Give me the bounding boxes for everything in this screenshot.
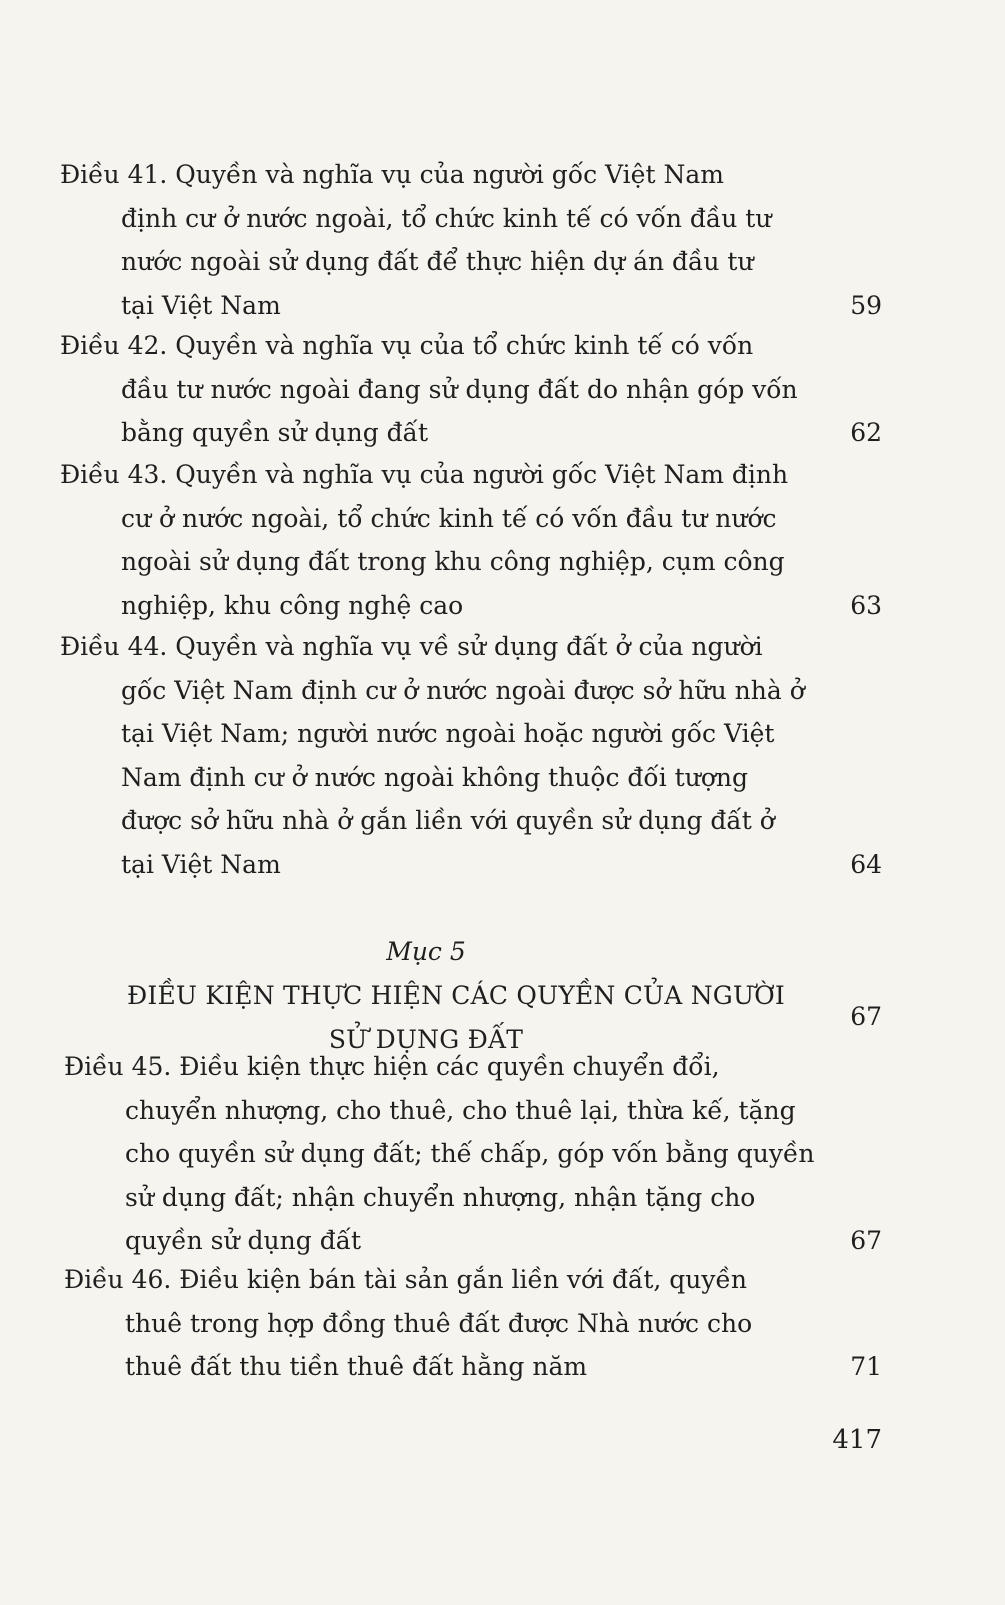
entry-line: chuyển nhượng, cho thuê, cho thuê lại, thừa kế, tặng bbox=[125, 1095, 796, 1125]
folio-page-number: 417 bbox=[832, 1425, 882, 1455]
toc-entry-dieu-41 bbox=[60, 153, 882, 327]
entry-line: Nam định cư ở nước ngoài không thuộc đối tượng bbox=[121, 762, 748, 792]
entry-line: gốc Việt Nam định cư ở nước ngoài được sở hữu nhà ở bbox=[121, 675, 805, 705]
entry-line: nước ngoài sử dụng đất để thực hiện dự án đầu tư bbox=[121, 247, 754, 276]
entry-line: đầu tư nước ngoài đang sử dụng đất do nhận góp vốn bbox=[121, 374, 798, 404]
toc-entry-dieu-46 bbox=[64, 1258, 882, 1389]
entry-line: quyền sử dụng đất bbox=[125, 1226, 362, 1255]
entry-line: Điều 41. Quyền và nghĩa vụ của người gốc Việt Nam bbox=[60, 160, 724, 189]
entry-line: cho quyền sử dụng đất; thế chấp, góp vốn bằng quyền bbox=[125, 1139, 815, 1168]
toc-entry-dieu-44 bbox=[60, 625, 882, 886]
entry-line: Điều 46. Điều kiện bán tài sản gắn liền với đất, quyền bbox=[64, 1265, 747, 1294]
entry-line: thuê trong hợp đồng thuê đất được Nhà nước cho bbox=[125, 1308, 753, 1338]
toc-entry-dieu-43 bbox=[60, 453, 882, 627]
entry-line: thuê đất thu tiền thuê đất hằng năm bbox=[125, 1352, 588, 1381]
toc-entry-dieu-42 bbox=[60, 324, 882, 455]
entry-line: tại Việt Nam bbox=[121, 849, 281, 879]
page-number: 63 bbox=[850, 590, 882, 620]
entry-line: tại Việt Nam; người nước ngoài hoặc người gốc Việt bbox=[121, 719, 775, 748]
entry-line: Điều 42. Quyền và nghĩa vụ của tổ chức kinh tế có vốn bbox=[60, 331, 754, 360]
section-heading bbox=[60, 930, 882, 1062]
entry-line: tại Việt Nam bbox=[121, 290, 281, 320]
entry-line: Điều 43. Quyền và nghĩa vụ của người gốc Việt Nam định bbox=[60, 460, 789, 489]
page-number: 59 bbox=[850, 290, 882, 320]
entry-line: sử dụng đất; nhận chuyển nhượng, nhận tặng cho bbox=[125, 1182, 756, 1212]
toc-entry-dieu-45 bbox=[64, 1045, 882, 1263]
page-number: 62 bbox=[850, 418, 882, 447]
section-title-line: SỬ DỤNG ĐẤT bbox=[328, 1025, 524, 1054]
section-page-number: 67 bbox=[850, 1002, 882, 1031]
page-number: 64 bbox=[850, 849, 882, 879]
entry-line: Điều 45. Điều kiện thực hiện các quyền chuyển đổi, bbox=[64, 1052, 720, 1081]
page-number: 67 bbox=[850, 1226, 882, 1255]
section-title-line: ĐIỀU KIỆN THỰC HIỆN CÁC QUYỀN CỦA NGƯỜI bbox=[127, 981, 785, 1010]
page-number: 71 bbox=[850, 1352, 882, 1381]
entry-line: cư ở nước ngoài, tổ chức kinh tế có vốn đầu tư nước bbox=[121, 503, 777, 533]
entry-line: được sở hữu nhà ở gắn liền với quyền sử dụng đất ở bbox=[121, 806, 775, 835]
entry-line: bằng quyền sử dụng đất bbox=[121, 418, 429, 447]
entry-line: nghiệp, khu công nghệ cao bbox=[121, 590, 464, 620]
entry-line: ngoài sử dụng đất trong khu công nghiệp, cụm công bbox=[121, 547, 785, 576]
section-label: Mục 5 bbox=[386, 937, 466, 966]
entry-line: Điều 44. Quyền và nghĩa vụ về sử dụng đất ở của người bbox=[60, 632, 763, 661]
entry-line: định cư ở nước ngoài, tổ chức kinh tế có vốn đầu tư bbox=[121, 203, 772, 233]
